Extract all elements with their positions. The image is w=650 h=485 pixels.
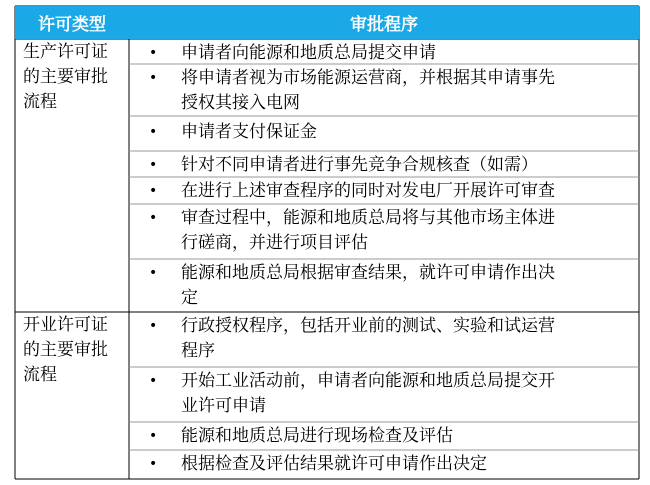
category-line: 开业许可证 <box>23 315 108 335</box>
header-approval-procedure: 审批程序 <box>129 6 639 39</box>
category-line: 的主要审批 <box>23 340 108 360</box>
item-text: 开始工业活动前，申请者向能源和地质总局提交开 <box>181 371 555 391</box>
bullet: • <box>149 318 158 334</box>
list-item <box>129 177 639 204</box>
bullet: • <box>149 373 158 389</box>
bullet: • <box>149 124 158 140</box>
item-text: 行政授权程序，包括开业前的测试、实验和试运营 <box>181 316 555 336</box>
list-item <box>129 422 639 450</box>
bullet: • <box>149 265 158 281</box>
bullet: • <box>149 45 158 61</box>
item-text: 能源和地质总局根据审查结果，就许可申请作出决 <box>181 263 555 283</box>
item-text: 申请者向能源和地质总局提交申请 <box>181 43 436 63</box>
list-item <box>129 259 639 312</box>
category-line: 生产许可证 <box>23 42 108 62</box>
item-text: 在进行上述审查程序的同时对发电厂开展许可审查 <box>181 181 555 201</box>
list-item <box>129 367 639 422</box>
category-line: 流程 <box>23 365 57 385</box>
list-item <box>129 151 639 177</box>
category-line: 流程 <box>23 92 57 112</box>
bullet: • <box>149 70 158 86</box>
list-item <box>129 64 639 116</box>
item-text: 业许可申请 <box>181 396 266 416</box>
bullet: • <box>149 157 158 173</box>
bullet: • <box>149 210 158 226</box>
bullet: • <box>149 428 158 444</box>
category-line: 的主要审批 <box>23 67 108 87</box>
list-item <box>129 450 639 479</box>
item-text: 申请者支付保证金 <box>181 122 317 142</box>
list-item <box>129 312 639 367</box>
item-text: 将申请者视为市场能源运营商，并根据其申请事先 <box>181 68 555 88</box>
item-text: 授权其接入电网 <box>181 93 300 113</box>
header-license-type: 许可类型 <box>15 6 129 39</box>
category-production-license <box>15 40 129 115</box>
item-text: 针对不同申请者进行事先竞争合规核查（如需） <box>181 155 538 175</box>
list-item <box>129 116 639 151</box>
category-operating-license <box>15 313 129 388</box>
item-text: 根据检查及评估结果就许可申请作出决定 <box>181 454 487 474</box>
item-text: 行磋商，并进行项目评估 <box>181 233 368 253</box>
bullet: • <box>149 183 158 199</box>
item-text: 程序 <box>181 341 215 361</box>
list-item <box>129 39 639 64</box>
item-text: 定 <box>181 288 198 308</box>
bullet: • <box>149 456 158 472</box>
list-item <box>129 204 639 259</box>
item-text: 审查过程中，能源和地质总局将与其他市场主体进 <box>181 208 555 228</box>
item-text: 能源和地质总局进行现场检查及评估 <box>181 426 453 446</box>
